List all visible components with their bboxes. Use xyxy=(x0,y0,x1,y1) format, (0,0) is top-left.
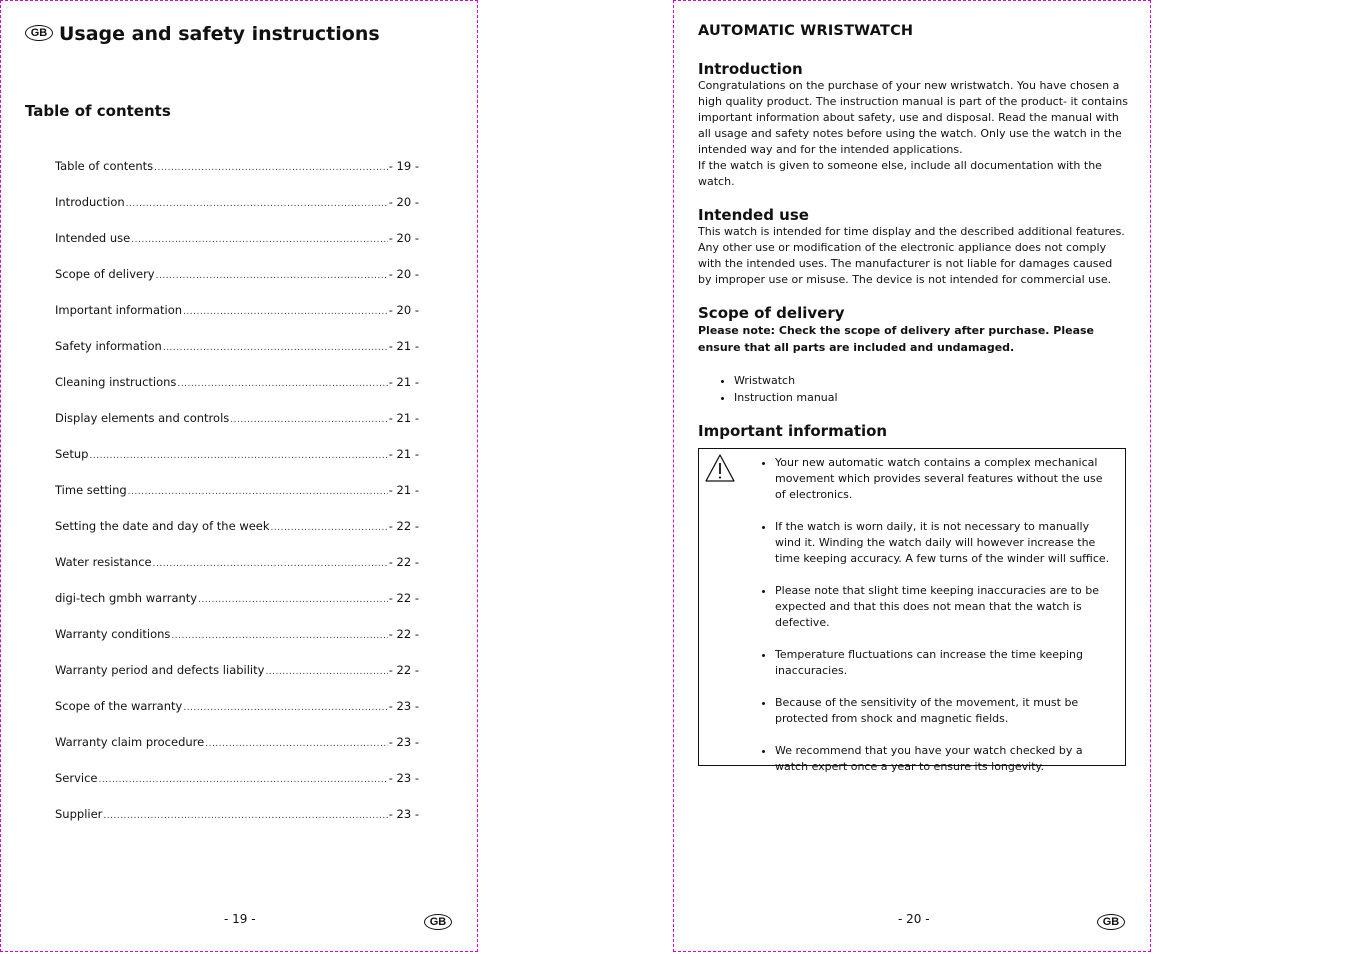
toc-entry-label: Time setting xyxy=(55,483,127,497)
toc-entry[interactable] xyxy=(55,229,419,265)
important-info-box xyxy=(698,448,1126,773)
section-heading: Introduction xyxy=(698,60,803,78)
gb-language-badge: GB xyxy=(424,914,452,930)
toc-entry-label: Setup xyxy=(55,447,89,461)
left-page xyxy=(0,0,478,952)
toc-entry-page: - 21 - xyxy=(388,483,419,497)
toc-heading: Table of contents xyxy=(25,102,171,120)
toc-entry-page: - 20 - xyxy=(388,303,419,317)
toc-entry-label: Service xyxy=(55,771,98,785)
toc-entry-page: - 22 - xyxy=(388,519,419,533)
toc-entry[interactable] xyxy=(55,445,419,481)
important-info-list xyxy=(699,449,1125,775)
toc-entry-page: - 20 - xyxy=(388,267,419,281)
right-page xyxy=(673,0,1151,952)
toc-leader-dots xyxy=(230,411,387,429)
toc-entry-label: Safety information xyxy=(55,339,162,353)
toc-entry[interactable] xyxy=(55,517,419,553)
section-heading: Scope of delivery xyxy=(698,304,845,322)
toc-entry-label: Warranty claim procedure xyxy=(55,735,205,749)
toc-entry-page: - 21 - xyxy=(388,339,419,353)
toc-leader-dots xyxy=(131,231,388,249)
toc-entry-label: Setting the date and day of the week xyxy=(55,519,270,533)
toc-entry-page: - 21 - xyxy=(388,375,419,389)
section-heading: Intended use xyxy=(698,206,809,224)
toc-entry-page: - 22 - xyxy=(388,627,419,641)
toc-leader-dots xyxy=(156,267,388,285)
toc-entry-label: Introduction xyxy=(55,195,125,209)
toc-entry-label: Warranty period and defects liability xyxy=(55,663,265,677)
list-item: • Please note that slight time keeping inaccuracies are to be expected and that this does not mean that the watch is defective. xyxy=(775,583,1111,631)
page-title xyxy=(25,23,380,45)
toc-leader-dots xyxy=(128,483,388,501)
toc-entry[interactable] xyxy=(55,553,419,589)
toc-entry-page: - 23 - xyxy=(388,771,419,785)
toc-leader-dots xyxy=(265,663,387,681)
toc-entry-page: - 20 - xyxy=(388,195,419,209)
important-information-section xyxy=(698,422,1128,773)
toc-entry[interactable] xyxy=(55,697,419,733)
list-item: • Wristwatch xyxy=(734,372,1128,389)
toc-leader-dots xyxy=(177,375,387,393)
toc-entry-label: Water resistance xyxy=(55,555,152,569)
toc-entry-label: Scope of the warranty xyxy=(55,699,183,713)
toc-entry-page: - 19 - xyxy=(388,159,419,173)
toc-entry-page: - 22 - xyxy=(388,591,419,605)
page-number: - 20 - xyxy=(898,912,930,926)
list-item: • Instruction manual xyxy=(734,389,1128,406)
toc-entry-page: - 21 - xyxy=(388,411,419,425)
toc-entry-label: Display elements and controls xyxy=(55,411,230,425)
toc-entry-page: - 23 - xyxy=(388,699,419,713)
toc-entry[interactable] xyxy=(55,193,419,229)
section-heading: Important information xyxy=(698,422,888,440)
toc-entry-label: Important information xyxy=(55,303,183,317)
list-item: • If the watch is worn daily, it is not necessary to manually wind it. Winding the watch daily will however increase the time keeping accuracy. A few turns of the winder will suffice. xyxy=(775,519,1111,567)
introduction-section xyxy=(698,60,1128,190)
intended-use-section xyxy=(698,206,1128,288)
document-title: AUTOMATIC WRISTWATCH xyxy=(698,23,914,39)
toc-leader-dots xyxy=(103,807,387,825)
toc-leader-dots xyxy=(271,519,388,537)
toc-leader-dots xyxy=(153,555,388,573)
toc-leader-dots xyxy=(198,591,388,609)
list-item: • We recommend that you have your watch checked by a watch expert once a year to ensure its longevity. xyxy=(775,743,1111,775)
toc-leader-dots xyxy=(163,339,388,357)
toc-leader-dots xyxy=(171,627,387,645)
list-item: • Your new automatic watch contains a complex mechanical movement which provides several features without the use of electronics. xyxy=(775,455,1111,503)
toc-entry-page: - 22 - xyxy=(388,555,419,569)
toc-entry[interactable] xyxy=(55,625,419,661)
toc-leader-dots xyxy=(154,159,388,177)
toc-entry-page: - 22 - xyxy=(388,663,419,677)
toc-entry[interactable] xyxy=(55,769,419,805)
warning-triangle-icon xyxy=(704,453,736,483)
toc-entry[interactable] xyxy=(55,805,419,841)
toc-entry-page: - 23 - xyxy=(388,735,419,749)
gb-language-badge: GB xyxy=(25,25,53,41)
paragraph: Congratulations on the purchase of your new wristwatch. You have chosen a high quality product. The instruction manual is part of the product- it contains important information about safety, use and disposal. Read the manual with all usage and safety notes before using the watch. Only use the watch in the intended way and for the intended applications. xyxy=(698,79,1128,156)
scope-note: Please note: Check the scope of delivery after purchase. Please ensure that all parts are included and undamaged. xyxy=(698,324,1095,354)
toc-entry-label: Cleaning instructions xyxy=(55,375,177,389)
toc-entry[interactable] xyxy=(55,265,419,301)
toc-entry[interactable] xyxy=(55,733,419,769)
toc-entry-label: Scope of delivery xyxy=(55,267,155,281)
gb-language-badge: GB xyxy=(1097,914,1125,930)
page-number: - 19 - xyxy=(224,912,256,926)
page-title-text: Usage and safety instructions xyxy=(59,23,380,45)
toc-entry-label: Intended use xyxy=(55,231,131,245)
toc-leader-dots xyxy=(183,303,388,321)
toc-entry-label: Supplier xyxy=(55,807,103,821)
toc-entry[interactable] xyxy=(55,661,419,697)
toc-entry[interactable] xyxy=(55,157,419,193)
toc-entry[interactable] xyxy=(55,337,419,373)
scope-list xyxy=(698,372,1128,406)
toc-entry[interactable] xyxy=(55,409,419,445)
toc-entry[interactable] xyxy=(55,373,419,409)
toc-entry-label: digi-tech gmbh warranty xyxy=(55,591,198,605)
scope-of-delivery-section xyxy=(698,304,1128,406)
table-of-contents xyxy=(55,157,419,841)
toc-leader-dots xyxy=(183,699,387,717)
toc-leader-dots xyxy=(126,195,388,213)
toc-entry[interactable] xyxy=(55,481,419,517)
page-content xyxy=(698,23,1128,773)
toc-leader-dots xyxy=(205,735,388,753)
list-item: • Temperature fluctuations can increase the time keeping inaccuracies. xyxy=(775,647,1111,679)
toc-entry-page: - 21 - xyxy=(388,447,419,461)
toc-entry-page: - 23 - xyxy=(388,807,419,821)
toc-entry-page: - 20 - xyxy=(388,231,419,245)
toc-entry-label: Warranty conditions xyxy=(55,627,171,641)
toc-entry[interactable] xyxy=(55,589,419,625)
toc-leader-dots xyxy=(99,771,388,789)
toc-leader-dots xyxy=(89,447,387,465)
list-item: • Because of the sensitivity of the movement, it must be protected from shock and magnetic fields. xyxy=(775,695,1111,727)
paragraph: This watch is intended for time display and the described additional features. Any other use or modification of the electronic appliance does not comply with the intended uses. The manufacturer is not liable for damages caused by improper use or misuse. The device is not intended for commercial use. xyxy=(698,225,1125,286)
toc-entry-label: Table of contents xyxy=(55,159,154,173)
toc-entry[interactable] xyxy=(55,301,419,337)
paragraph: If the watch is given to someone else, include all documentation with the watch. xyxy=(698,159,1102,188)
